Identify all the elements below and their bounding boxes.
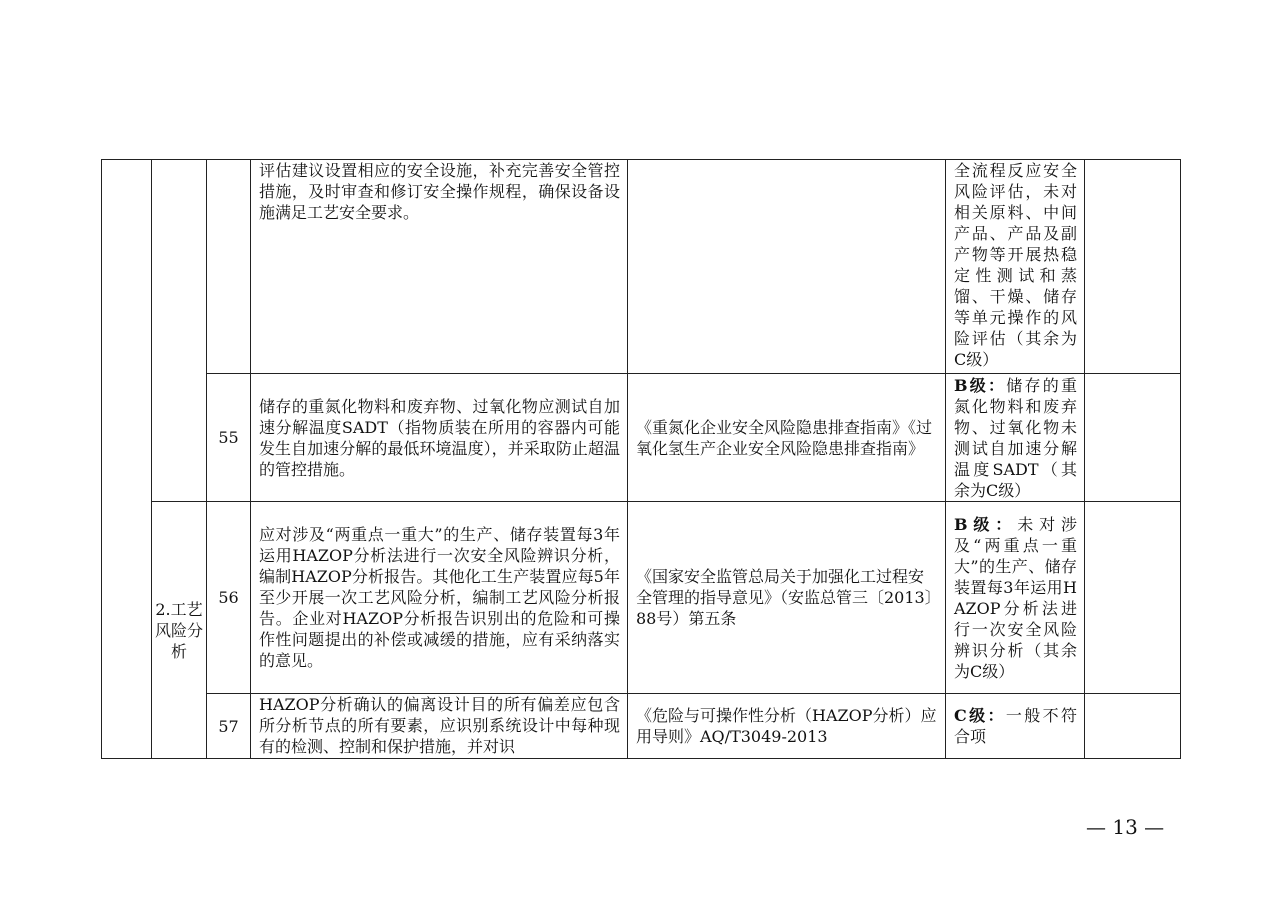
- category-cell-continuation: [152, 160, 207, 502]
- level-label: B级：: [954, 514, 1018, 534]
- level-text: 一般不符合项: [954, 706, 1077, 746]
- level-cell: [946, 502, 1085, 694]
- level-label: B级：: [954, 375, 1007, 395]
- remark-cell: [1085, 694, 1181, 759]
- reference-text: 《重氮化企业安全风险隐患排查指南》《过氧化氢生产企业安全风险隐患排查指南》: [636, 417, 933, 458]
- level-text: 全流程反应安全风险评估，未对相关原料、中间产品、产品及副产物等开展热稳定性测试和蒸馏、干燥、储存等单元操作的风险评估（其余为C级）: [954, 161, 1077, 369]
- item-number: 57: [207, 694, 251, 759]
- reference-cell: [628, 160, 946, 374]
- page-number: — 13 —: [1086, 815, 1165, 839]
- requirement-cell: [251, 694, 628, 759]
- category-cell: 2.工艺风险分析: [152, 502, 207, 759]
- remark-cell: [1085, 160, 1181, 374]
- table-row: [102, 374, 1181, 502]
- remark-cell: [1085, 502, 1181, 694]
- item-number: 56: [207, 502, 251, 694]
- item-number: 55: [207, 374, 251, 502]
- reference-cell: [628, 502, 946, 694]
- table-row: [102, 160, 1181, 374]
- level-text: 储存的重氮化物料和废弃物、过氧化物未测试自加速分解温度SADT（其余为C级）: [954, 375, 1077, 500]
- table-row: [102, 502, 1181, 694]
- level-cell: [946, 374, 1085, 502]
- standards-table: [101, 159, 1181, 759]
- reference-cell: [628, 694, 946, 759]
- outer-blank-cell: [102, 160, 152, 759]
- requirement-cell: [251, 160, 628, 374]
- level-text: 未对涉及“两重点一重大”的生产、储存装置每3年运用HAZOP分析法进行一次安全风险辨识分析（其余为C级）: [954, 514, 1077, 681]
- item-number: [207, 160, 251, 374]
- requirement-cell: [251, 502, 628, 694]
- table-row: [102, 694, 1181, 759]
- reference-text: 《危险与可操作性分析（HAZOP分析）应用导则》AQ/T3049-2013: [636, 706, 937, 746]
- requirement-text: 储存的重氮化物料和废弃物、过氧化物应测试自加速分解温度SADT（指物质装在所用的容器内可能发生自加速分解的最低环境温度），并采取防止超温的管控措施。: [259, 396, 620, 479]
- reference-text: 《国家安全监管总局关于加强化工过程安全管理的指导意见》（安监总管三〔2013〕88号）第五条: [636, 567, 933, 628]
- requirement-text: 应对涉及“两重点一重大”的生产、储存装置每3年运用HAZOP分析法进行一次安全风险辨识分析，编制HAZOP分析报告。其他化工生产装置应每5年至少开展一次工艺风险分析，编制工艺风险分析报告。企业对HAZOP分析报告识别出的危险和可操作性问题提出的补偿或减缓的措施，应有采纳落实的意见。: [259, 525, 620, 670]
- level-cell: [946, 160, 1085, 374]
- remark-cell: [1085, 374, 1181, 502]
- requirement-text: HAZOP分析确认的偏离设计目的所有偏差应包含所分析节点的所有要素，应识别系统设计中每种现有的检测、控制和保护措施，并对识: [259, 695, 620, 756]
- requirement-cell: [251, 374, 628, 502]
- level-label: C级：: [954, 706, 1006, 725]
- reference-cell: [628, 374, 946, 502]
- requirement-text: 评估建议设置相应的安全设施，补充完善安全管控措施，及时审查和修订安全操作规程，确保设备设施满足工艺安全要求。: [259, 161, 620, 222]
- level-cell: [946, 694, 1085, 759]
